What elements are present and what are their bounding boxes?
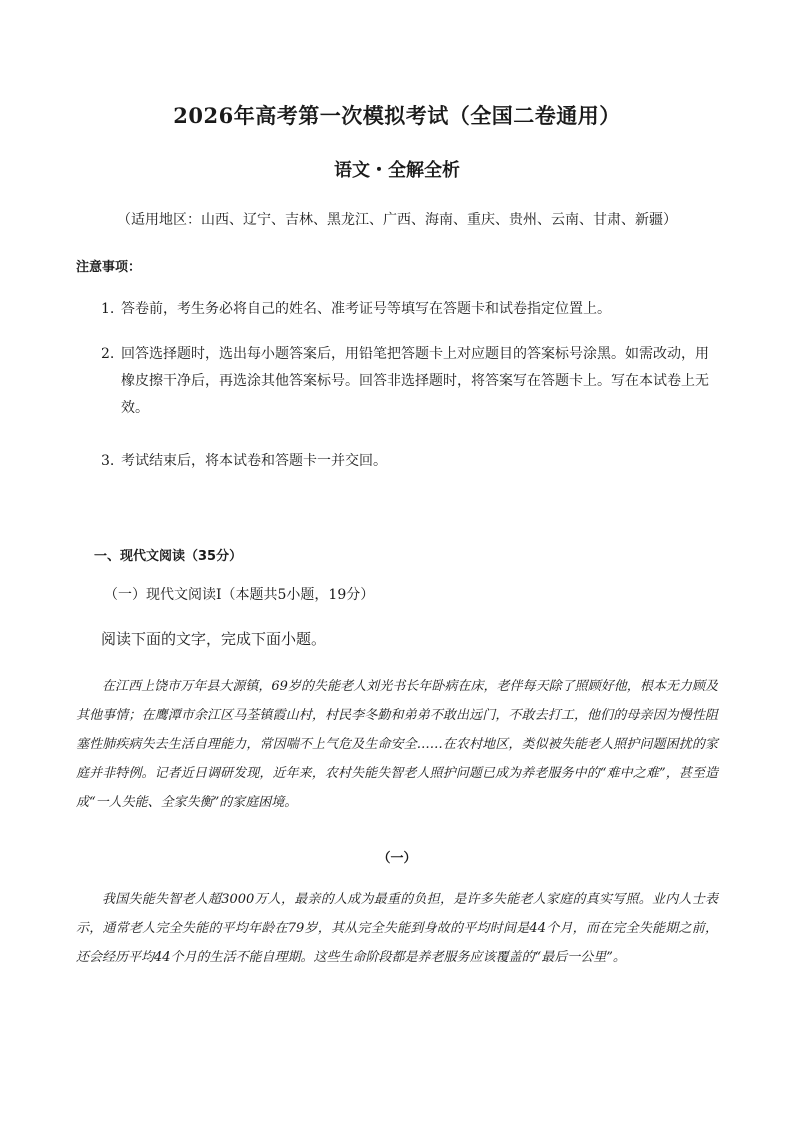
reading-instruction: 阅读下面的文字，完成下面小题。: [101, 630, 327, 648]
notice-heading: 注意事项：: [76, 260, 142, 275]
passage-paragraph: 我国失能失智老人超3000万人，最亲的人成为最重的负担，是许多失能老人家庭的真实写照。业内人士表示，通常老人完全失能的平均年龄在79岁，其从完全失能到身故的平均时间是44个月，而在完全失能期之前，还会经历平均44个月的生活不能自理期。这些生命阶段都是养老服务应该覆盖的“最后一公里”。: [76, 892, 718, 965]
notice-item-1: [101, 296, 721, 323]
notice-number: 1.: [101, 301, 115, 317]
section-heading: 一、现代文阅读（35分）: [94, 549, 243, 564]
passage-paragraph: 在江西上饶市万年县大源镇，69岁的失能老人刘光书长年卧病在床，老伴每天除了照顾好他，根本无力顾及其他事情；在鹰潭市余江区马荃镇霞山村，村民李冬勤和弟弟不敢出远门，不敢去打工，他们的母亲因为慢性阻塞性肺疾病失去生活自理能力，常因喘不上气危及生命安全……在农村地区，类似被失能老人照护问题困扰的家庭并非特例。记者近日调研发现，近年来，农村失能失智老人照护问题已成为养老服务中的“难中之难”，甚至造成“一人失能、全家失衡”的家庭困境。: [76, 679, 718, 810]
passage-intro: [76, 672, 718, 817]
passage-body: [76, 885, 718, 972]
notice-number: 2.: [101, 346, 115, 362]
part-marker: （一）: [377, 851, 417, 866]
applicable-regions: （适用地区：山西、辽宁、吉林、黑龙江、广西、海南、重庆、贵州、云南、甘肃、新疆）: [117, 212, 677, 228]
notice-text: 考试结束后，将本试卷和答题卡一并交回。: [121, 453, 387, 469]
notice-item-3: [101, 448, 721, 475]
notice-text: 回答选择题时，选出每小题答案后，用铅笔把答题卡上对应题目的答案标号涂黑。如需改动，用橡皮擦干净后，再选涂其他答案标号。回答非选择题时，将答案写在答题卡上。写在本试卷上无效。: [121, 346, 709, 416]
subsection-heading: （一）现代文阅读Ⅰ（本题共5小题，19分）: [104, 587, 375, 603]
page-subtitle: 语文・全解全析: [334, 160, 460, 181]
page-title: 2026年高考第一次模拟考试（全国二卷通用）: [173, 103, 621, 128]
notice-number: 3.: [101, 453, 115, 469]
notice-item-2: [101, 341, 721, 422]
notice-text: 答卷前，考生务必将自己的姓名、准考证号等填写在答题卡和试卷指定位置上。: [121, 301, 611, 317]
